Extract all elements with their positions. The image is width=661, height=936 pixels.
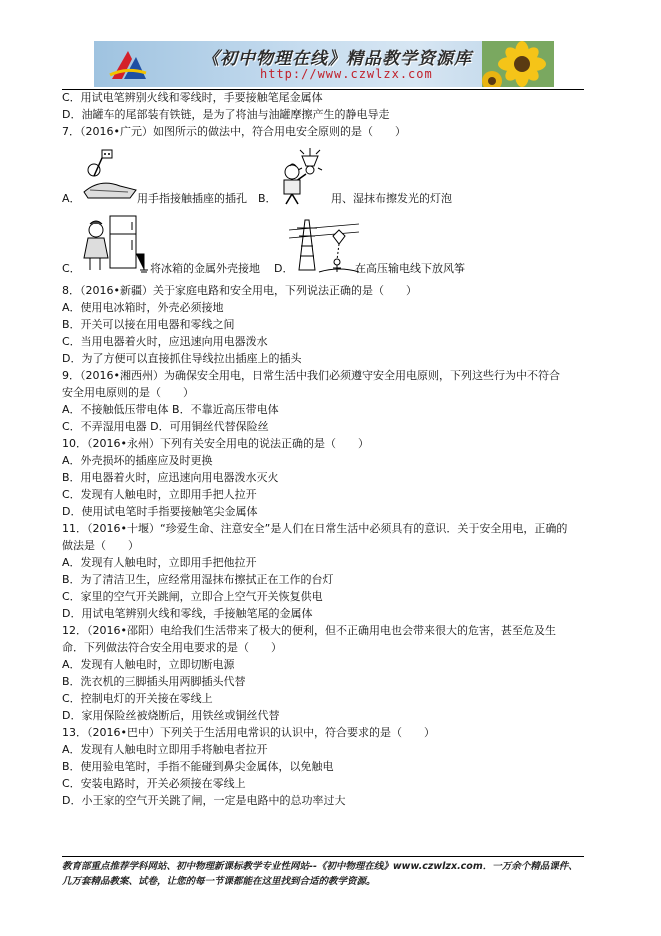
text-line: A．外壳损坏的插座应及时更换 xyxy=(62,454,213,467)
text-line: C．当用电器着火时，应迅速向用电器泼水 xyxy=(62,335,268,348)
kite-powerline-illustration xyxy=(289,216,359,276)
option-text-c: 将冰箱的金属外壳接地 xyxy=(150,262,260,275)
option-text-b: 用、湿抹布擦发光的灯泡 xyxy=(331,192,452,205)
text-line: 10．（2016•永州）下列有关安全用电的说法正确的是（ ） xyxy=(62,437,369,450)
text-line: A．使用电冰箱时，外壳必须接地 xyxy=(62,301,224,314)
option-letter-d: D． xyxy=(274,262,294,275)
text-line: D．为了方便可以直接抓住导线拉出插座上的插头 xyxy=(62,352,302,365)
text-line: B．为了清洁卫生，应经常用湿抹布擦拭正在工作的台灯 xyxy=(62,573,334,586)
text-line: D．小王家的空气开关跳了闸，一定是电路中的总功率过大 xyxy=(62,794,346,807)
text-line: A．不接触低压带电体 B．不靠近高压带电体 xyxy=(62,403,279,416)
text-line: A．发现有人触电时立即用手将触电者拉开 xyxy=(62,743,268,756)
text-line: B．使用验电笔时，手指不能碰到鼻尖金属体，以免触电 xyxy=(62,760,334,773)
hand-socket-illustration xyxy=(80,146,140,202)
text-line: B．洗衣机的三脚插头用两脚插头代替 xyxy=(62,675,246,688)
option-text-d: 在高压输电线下放风筝 xyxy=(355,262,465,275)
text-line: A．发现有人触电时，立即用手把他拉开 xyxy=(62,556,257,569)
footer-line-1: 教育部重点推荐学科网站、初中物理新课标教学专业性网站--《初中物理在线》www.czwlzx.com．一万余个精品课件、 xyxy=(62,861,578,872)
text-line: 7．（2016•广元）如图所示的做法中，符合用电安全原则的是（ ） xyxy=(62,125,406,138)
text-line: C．家里的空气开关跳闸，立即合上空气开关恢复供电 xyxy=(62,590,323,603)
site-logo-icon xyxy=(108,45,148,83)
text-line: A．发现有人触电时，立即切断电源 xyxy=(62,658,235,671)
text-line: D．用试电笔辨别火线和零线，手接触笔尾的金属体 xyxy=(62,607,313,620)
text-line: C．发现有人触电时，立即用手把人拉开 xyxy=(62,488,257,501)
text-line: B．开关可以接在用电器和零线之间 xyxy=(62,318,235,331)
text-line: D．使用试电笔时手指要接触笔尖金属体 xyxy=(62,505,258,518)
text-line: 9．（2016•湘西州）为确保安全用电，日常生活中我们必须遵守安全用电原则，下列这些行为中不符合 xyxy=(62,369,560,382)
option-letter-a: A． xyxy=(62,192,81,205)
footer-rule xyxy=(62,856,584,857)
footer-line-2: 几万套精品教案、试卷，让您的每一节课都能在这里找到合适的教学资源。 xyxy=(62,876,376,887)
text-line: C．不弄湿用电器 D．可用铜丝代替保险丝 xyxy=(62,420,269,433)
header-rule xyxy=(62,89,584,90)
wet-cloth-lamp-illustration xyxy=(276,146,332,206)
text-line: 命．下列做法符合安全用电要求的是（ ） xyxy=(62,641,282,654)
text-line: C．用试电笔辨别火线和零线时，手要接触笔尾金属体 xyxy=(62,91,323,104)
sunflower-icon xyxy=(482,41,554,87)
text-line: D．家用保险丝被烧断后，用铁丝或铜丝代替 xyxy=(62,709,280,722)
text-line: 8．（2016•新疆）关于家庭电路和安全用电，下列说法正确的是（ ） xyxy=(62,284,417,297)
text-line: 12．（2016•邵阳）电给我们生活带来了极大的便利，但不正确用电也会带来很大的危害，甚至危及生 xyxy=(62,624,556,637)
text-line: D．油罐车的尾部装有铁链，是为了将油与油罐摩擦产生的静电导走 xyxy=(62,108,390,121)
banner-url[interactable]: http://www.czwlzx.com xyxy=(260,67,433,81)
text-line: C．控制电灯的开关接在零线上 xyxy=(62,692,213,705)
option-letter-b: B． xyxy=(258,192,277,205)
text-line: 安全用电原则的是（ ） xyxy=(62,386,194,399)
header-banner xyxy=(94,41,554,87)
text-line: 做法是（ ） xyxy=(62,539,139,552)
text-line: C．安装电路时，开关必须接在零线上 xyxy=(62,777,246,790)
text-line: 13．（2016•巴中）下列关于生活用电常识的认识中，符合要求的是（ ） xyxy=(62,726,435,739)
option-text-a: 用手指接触插座的插孔 xyxy=(137,192,247,205)
fridge-ground-illustration xyxy=(78,214,148,274)
option-letter-c: C． xyxy=(62,262,81,275)
text-line: B．用电器着火时，应迅速向用电器泼水灭火 xyxy=(62,471,279,484)
text-line: 11．（2016•十堰）“珍爱生命、注意安全”是人们在日常生活中必须具有的意识．关于安全用电，正确的 xyxy=(62,522,568,535)
banner-title: 《初中物理在线》精品教学资源库 xyxy=(202,49,472,69)
